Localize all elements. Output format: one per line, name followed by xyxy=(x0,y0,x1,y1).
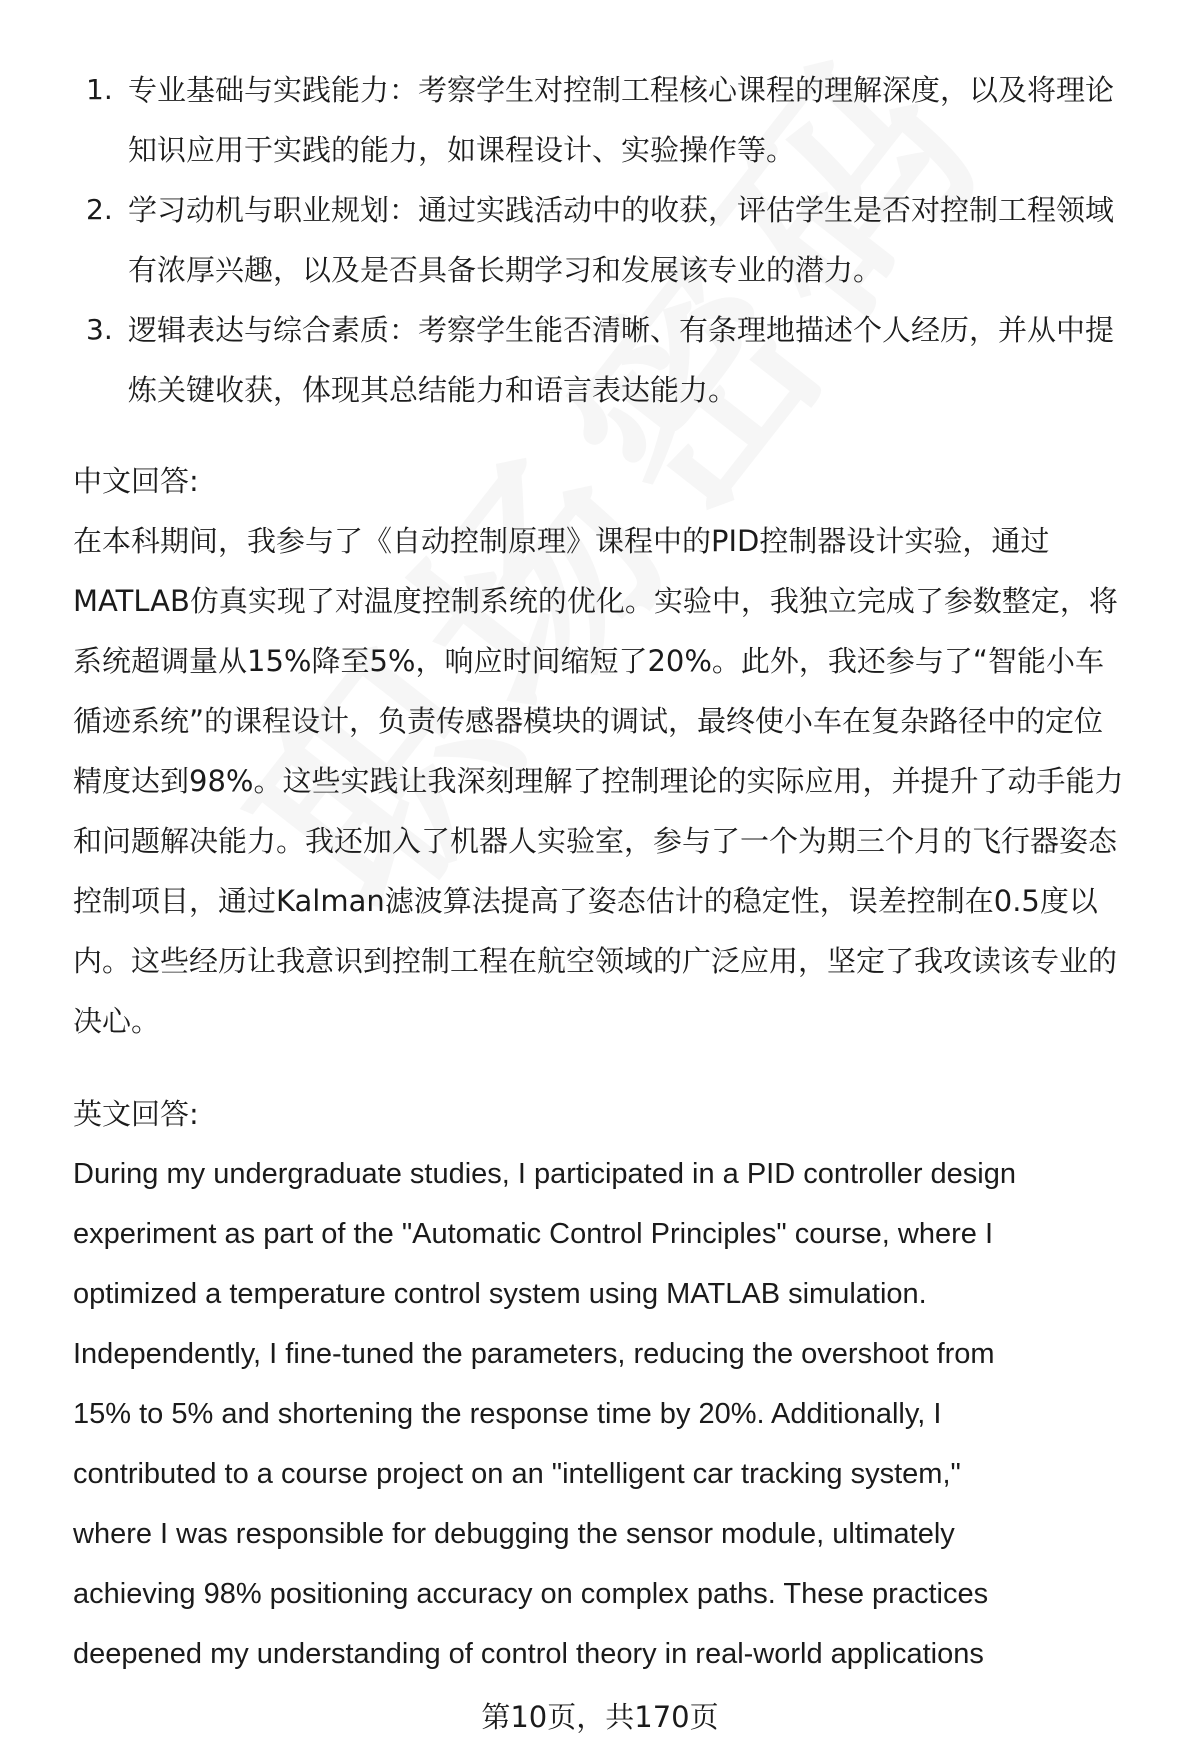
list-item xyxy=(0,60,1200,180)
paragraph-line: 15% to 5% and shortening the response time by 20%. Additionally, I xyxy=(73,1398,942,1430)
paragraph-line: 精度达到98%。这些实践让我深刻理解了控制理论的实际应用，并提升了动手能力 xyxy=(73,764,1124,798)
list-number: 2. xyxy=(86,193,113,226)
paragraph-line: experiment as part of the "Automatic Control Principles" course, where I xyxy=(73,1218,993,1250)
english-answer-heading: 英文回答: xyxy=(73,1097,199,1131)
english-answer-section xyxy=(73,1084,1173,1684)
chinese-answer-section xyxy=(73,451,1173,1051)
paragraph-line: where I was responsible for debugging the sensor module, ultimately xyxy=(73,1518,955,1550)
list-item-line: 专业基础与实践能力：考察学生对控制工程核心课程的理解深度，以及将理论 xyxy=(128,73,1115,107)
paragraph-line: achieving 98% positioning accuracy on complex paths. These practices xyxy=(73,1578,989,1610)
list-number: 3. xyxy=(86,313,113,346)
paragraph-line: Independently, I fine-tuned the parameters, reducing the overshoot from xyxy=(73,1338,995,1370)
paragraph-line: 控制项目，通过Kalman滤波算法提高了姿态估计的稳定性，误差控制在0.5度以 xyxy=(73,884,1098,918)
list-item-line: 学习动机与职业规划：通过实践活动中的收获，评估学生是否对控制工程领域 xyxy=(128,193,1115,227)
paragraph-line: 循迹系统”的课程设计，负责传感器模块的调试，最终使小车在复杂路径中的定位 xyxy=(73,704,1104,738)
paragraph-line: 和问题解决能力。我还加入了机器人实验室，参与了一个为期三个月的飞行器姿态 xyxy=(73,824,1118,858)
paragraph-line: optimized a temperature control system using MATLAB simulation. xyxy=(73,1278,927,1310)
paragraph-line: deepened my understanding of control theory in real-world applications xyxy=(73,1638,984,1670)
paragraph-line: 决心。 xyxy=(73,1004,161,1038)
criteria-list xyxy=(0,60,1200,420)
list-item-line: 炼关键收获，体现其总结能力和语言表达能力。 xyxy=(128,373,738,407)
paragraph-line: 在本科期间，我参与了《自动控制原理》课程中的PID控制器设计实验，通过 xyxy=(73,524,1050,558)
list-number: 1. xyxy=(86,73,113,106)
paragraph-line: 系统超调量从15%降至5%，响应时间缩短了20%。此外，我还参与了“智能小车 xyxy=(73,644,1104,678)
page-indicator: 第10页，共170页 xyxy=(481,1700,719,1734)
list-item-line: 有浓厚兴趣，以及是否具备长期学习和发展该专业的潜力。 xyxy=(128,253,883,287)
list-item xyxy=(0,300,1200,420)
list-item-line: 知识应用于实践的能力，如课程设计、实验操作等。 xyxy=(128,133,796,167)
paragraph-line: contributed to a course project on an "intelligent car tracking system," xyxy=(73,1458,961,1490)
paragraph-line: 内。这些经历让我意识到控制工程在航空领域的广泛应用，坚定了我攻读该专业的 xyxy=(73,944,1118,978)
list-item-line: 逻辑表达与综合素质：考察学生能否清晰、有条理地描述个人经历，并从中提 xyxy=(128,313,1115,347)
chinese-answer-heading: 中文回答: xyxy=(73,464,199,498)
paragraph-line: MATLAB仿真实现了对温度控制系统的优化。实验中，我独立完成了参数整定，将 xyxy=(73,584,1118,618)
paragraph-line: During my undergraduate studies, I participated in a PID controller design xyxy=(73,1158,1017,1190)
list-item xyxy=(0,180,1200,300)
